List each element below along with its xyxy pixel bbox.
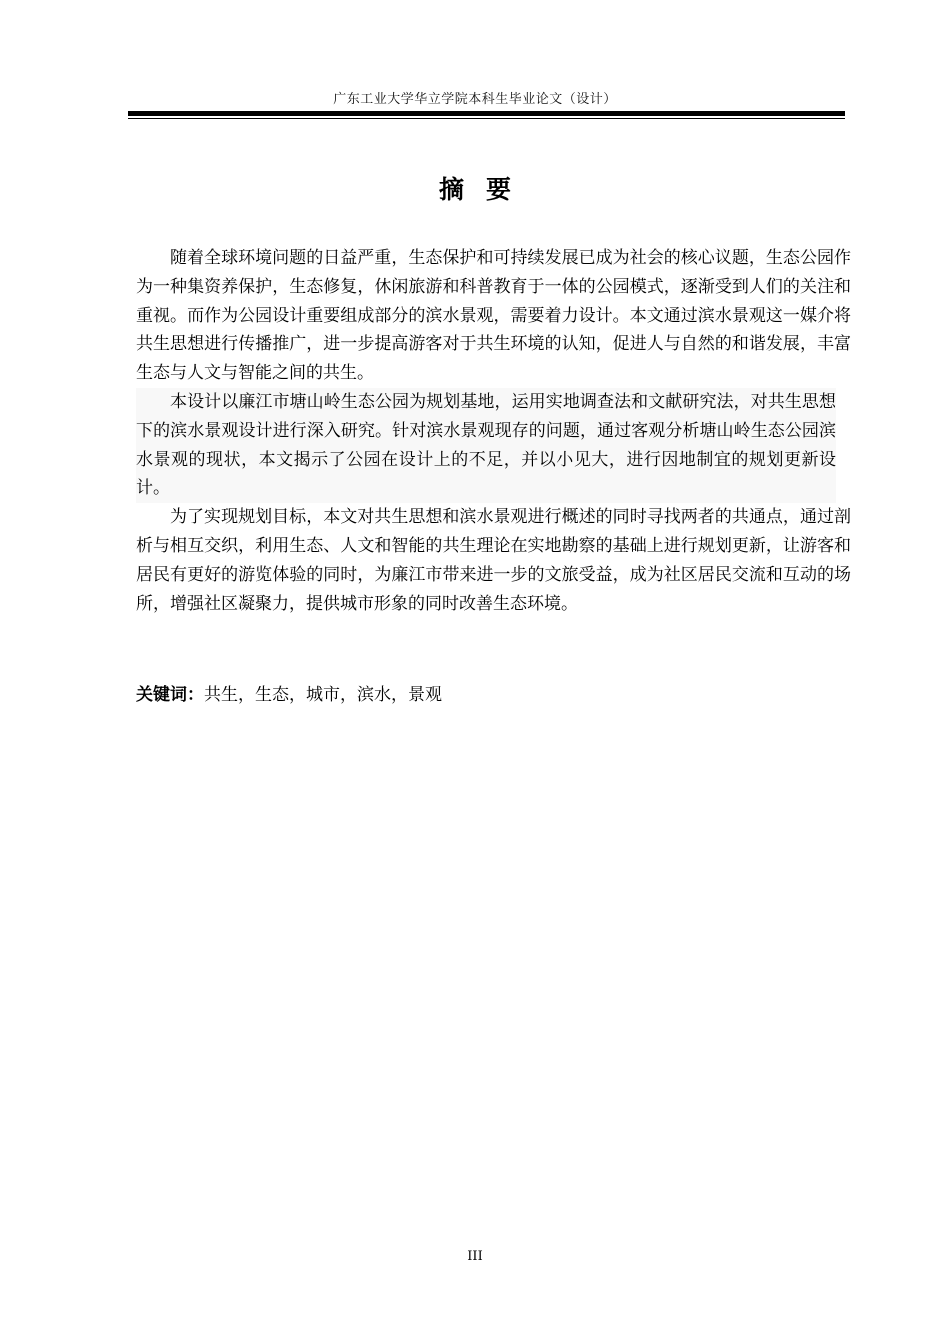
- abstract-body: [136, 244, 851, 618]
- abstract-title: 摘要: [438, 175, 533, 204]
- page-number: III: [467, 1249, 483, 1264]
- abstract-paragraph-1: 随着全球环境问题的日益严重，生态保护和可持续发展已成为社会的核心议题，生态公园作为一种集资养保护，生态修复，休闲旅游和科普教育于一体的公园模式，逐渐受到人们的关注和重视。而作为公园设计重要组成部分的滨水景观，需要着力设计。本文通过滨水景观这一媒介将共生思想进行传播推广，进一步提高游客对于共生环境的认知，促进人与自然的和谐发展，丰富生态与人文与智能之间的共生。: [136, 248, 851, 384]
- header-rule-thick: [128, 111, 845, 116]
- abstract-paragraph-2: 本设计以廉江市塘山岭生态公园为规划基地，运用实地调查法和文献研究法，对共生思想下的滨水景观设计进行深入研究。针对滨水景观现存的问题，通过客观分析塘山岭生态公园滨水景观的现状，本文揭示了公园在设计上的不足，并以小见大，进行因地制宜的规划更新设计。: [136, 388, 836, 503]
- header-rule-thin: [128, 118, 845, 119]
- abstract-paragraph-3: 为了实现规划目标，本文对共生思想和滨水景观进行概述的同时寻找两者的共通点，通过剖析与相互交织，利用生态、人文和智能的共生理论在实地勘察的基础上进行规划更新，让游客和居民有更好的游览体验的同时，为廉江市带来进一步的文旅受益，成为社区居民交流和互动的场所，增强社区凝聚力，提供城市形象的同时改善生态环境。: [136, 507, 851, 614]
- keywords-label: 关键词：: [136, 685, 204, 705]
- running-header: 广东工业大学华立学院本科生毕业论文（设计）: [333, 92, 617, 107]
- keywords-line: [136, 680, 442, 705]
- keywords-value: 共生，生态，城市，滨水，景观: [204, 685, 442, 705]
